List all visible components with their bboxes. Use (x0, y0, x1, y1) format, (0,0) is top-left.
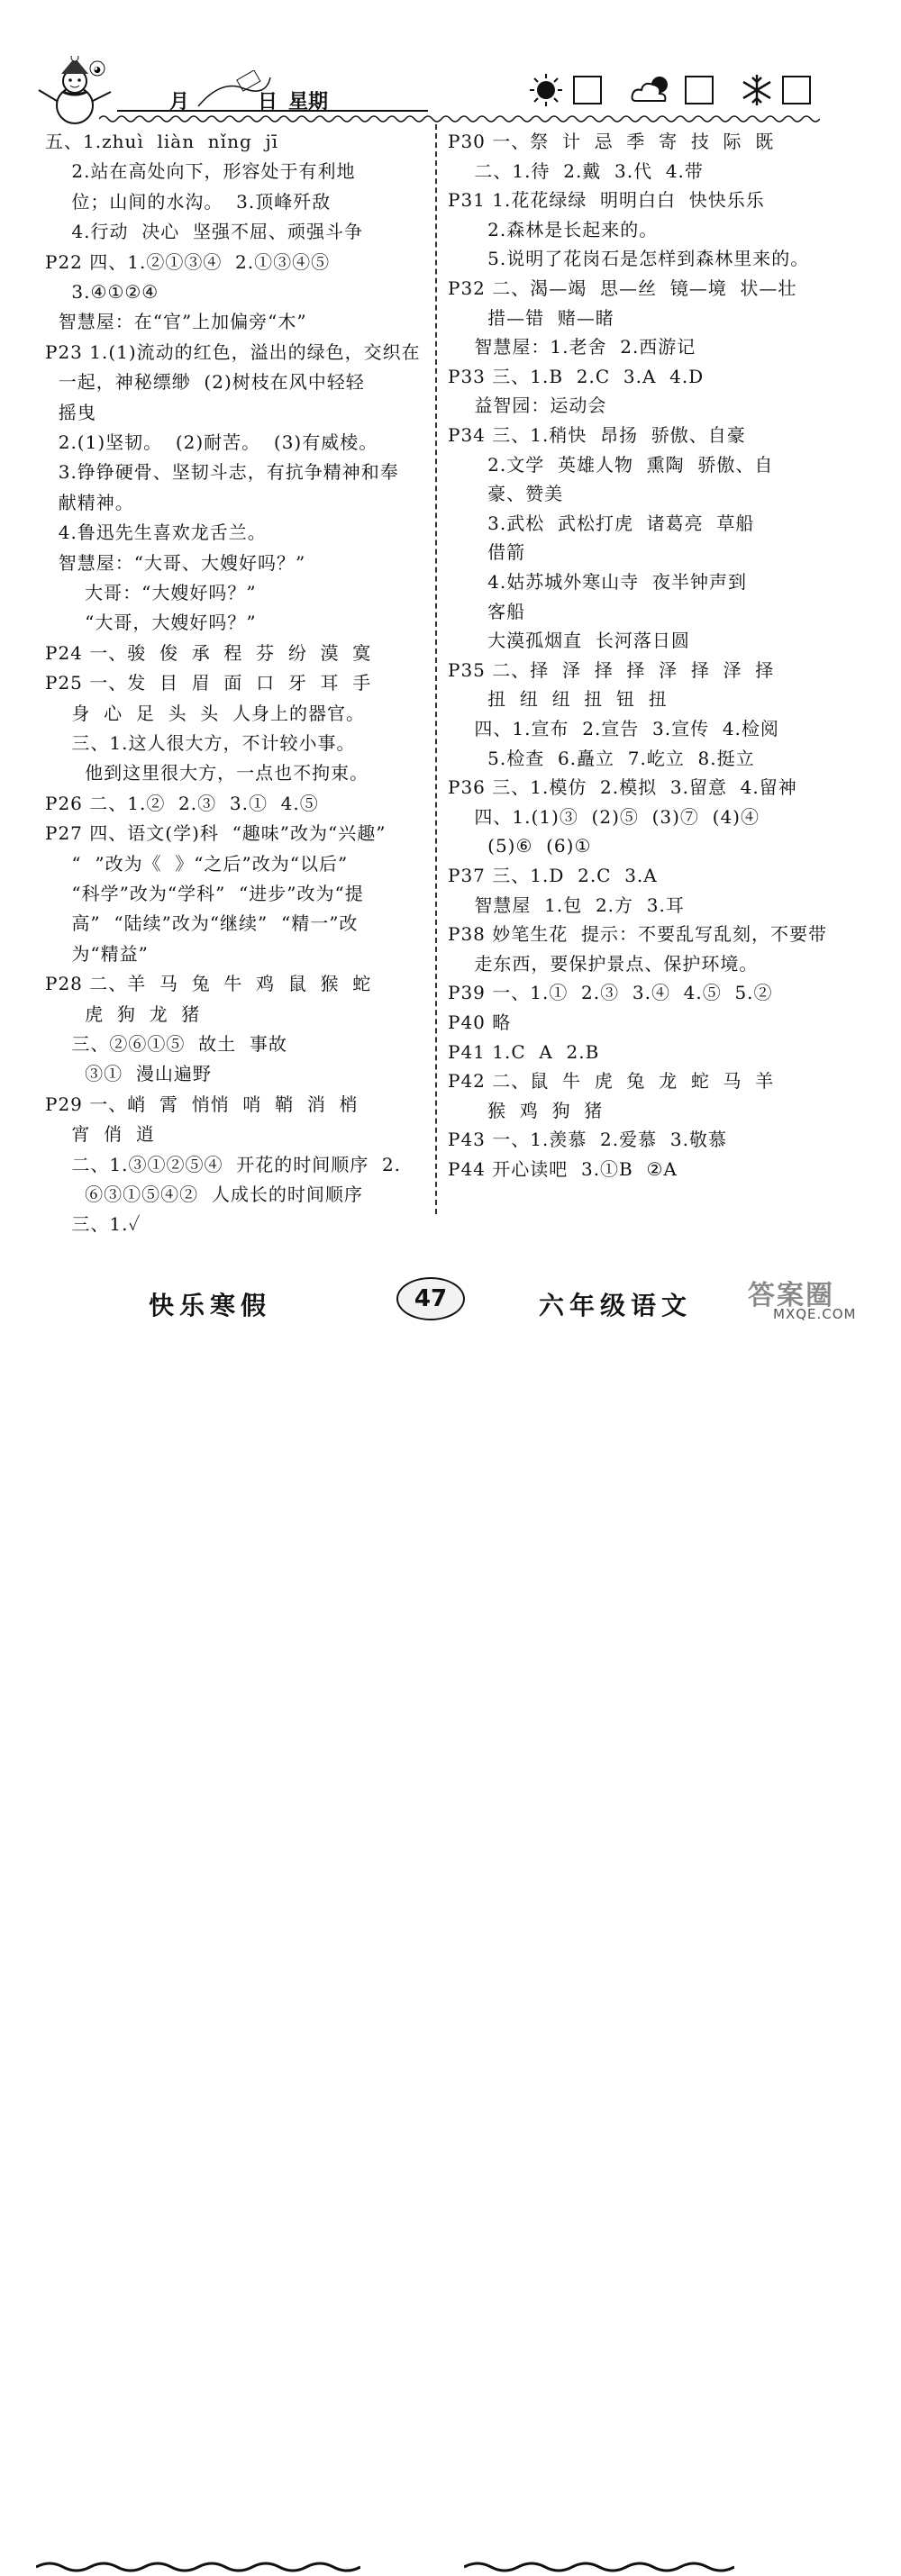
answer-line: 2.(1)坚韧。 (2)耐苦。 (3)有威棱。 (45, 431, 378, 453)
answer-line: 四、1.(1)③ (2)⑤ (3)⑦ (4)④ (448, 805, 760, 828)
answer-line: P22 四、1.②①③④ 2.①③④⑤ (45, 250, 331, 273)
answer-line: 二、1.待 2.戴 3.代 4.带 (448, 159, 704, 182)
answer-line: 措—错 赌—睹 (448, 306, 614, 329)
answer-line: 猴 鸡 狗 猪 (448, 1099, 604, 1121)
answer-line: P35 二、择 泽 择 择 泽 择 泽 择 (448, 658, 775, 681)
answer-line: P37 三、1.D 2.C 3.A (448, 865, 658, 886)
answer-line: “ ”改为《 》“之后”改为“以后” (45, 852, 349, 875)
answer-line: P32 二、渴—竭 思—丝 镜—境 状—壮 (448, 277, 797, 299)
answer-line: P43 一、1.羡慕 2.爱慕 3.敬慕 (448, 1129, 727, 1151)
answer-line: 三、②⑥①⑤ 故土 事故 (45, 1033, 287, 1055)
answer-line: 智慧屋：“大哥、大嫂好吗？” (45, 551, 306, 574)
answer-line: 五、1.zhuì liàn nǐng jī (45, 131, 279, 152)
answer-line: 豪、赞美 (448, 483, 564, 505)
answer-line: 献精神。 (45, 491, 134, 513)
answer-line: P40 略 (448, 1011, 512, 1033)
answer-line: P24 一、骏 俊 承 程 芬 纷 漠 寞 (45, 641, 372, 664)
answer-line: P36 三、1.模仿 2.模拟 3.留意 4.留神 (448, 776, 797, 799)
answer-line: P44 开心读吧 3.①B ②A (448, 1158, 678, 1180)
sunny-checkbox[interactable] (573, 76, 602, 104)
answer-line: (5)⑥ (6)① (448, 835, 592, 857)
answer-line: 5.检查 6.矗立 7.屹立 8.挺立 (448, 747, 755, 769)
answer-line: P27 四、语文(学)科 “趣味”改为“兴趣” (45, 822, 387, 845)
column-divider (435, 124, 437, 1214)
snowflake-icon (739, 72, 775, 108)
answer-line: P31 1.花花绿绿 明明白白 快快乐乐 (448, 189, 765, 212)
answer-line: P34 三、1.稍快 昂扬 骄傲、自豪 (448, 424, 746, 446)
answer-line: 身 心 足 头 头 人身上的器官。 (45, 702, 366, 724)
answer-line: 位；山间的水沟。 3.顶峰歼敌 (45, 190, 332, 213)
pencil-doodle-icon (194, 70, 275, 115)
answer-line: “科学”改为“学科” “进步”改为“提 (45, 883, 364, 904)
date-underline (117, 110, 428, 112)
answer-line: 智慧屋：1.老舍 2.西游记 (448, 336, 696, 358)
answer-line: 5.说明了花岗石是怎样到森林里来的。 (448, 248, 810, 270)
answer-line: 为“精益” (45, 942, 149, 965)
answer-line: P28 二、羊 马 兔 牛 鸡 鼠 猴 蛇 (45, 973, 372, 995)
day-label: 日 (258, 90, 278, 113)
answer-line: 借箭 (448, 541, 526, 564)
page-number: 47 (396, 1277, 465, 1320)
answer-line: 3.铮铮硬骨、坚韧斗志，有抗争精神和奉 (45, 461, 399, 484)
answer-line: 走东西，要保护景点、保护环境。 (448, 952, 759, 975)
answer-line: 4.行动 决心 坚强不屈、顽强斗争 (45, 221, 363, 243)
footer-right-ornament (464, 2558, 734, 2576)
answer-line: 2.站在高处向下，形容处于有利地 (45, 160, 356, 183)
answer-line: P38 妙笔生花 提示：不要乱写乱刻，不要带 (448, 923, 827, 946)
answer-line: 智慧屋 1.包 2.方 3.耳 (448, 893, 685, 916)
answer-line: 高” “陆续”改为“继续” “精一”改 (45, 912, 359, 935)
answer-line: P41 1.C A 2.B (448, 1040, 600, 1063)
header-wave-border (99, 113, 820, 124)
sun-icon (527, 72, 565, 108)
answer-line: 一起，神秘缥缈 (2)树枝在风中轻轻 (45, 371, 365, 394)
answer-line: P42 二、鼠 牛 虎 兔 龙 蛇 马 羊 (448, 1070, 775, 1093)
footer-grade-subject: 六年级语文 (539, 1291, 693, 1320)
weekday-label: 星期 (288, 90, 329, 113)
answer-line: 扭 纽 纽 扭 钮 扭 (448, 688, 668, 711)
answer-line: P39 一、1.① 2.③ 3.④ 4.⑤ 5.② (448, 982, 773, 1004)
answer-line: 客船 (448, 600, 526, 622)
footer-left-ornament (36, 2558, 360, 2576)
answer-line: 2.森林是长起来的。 (448, 218, 659, 240)
answer-line: P33 三、1.B 2.C 3.A 4.D (448, 365, 705, 387)
watermark-logo: 答案圈 (748, 1280, 834, 1311)
answer-line: 3.④①②④ (45, 281, 159, 303)
answer-line: 益智园：运动会 (448, 395, 607, 417)
month-label: 月 (169, 90, 190, 113)
answer-line: 2.文学 英雄人物 熏陶 骄傲、自 (448, 453, 774, 476)
answer-line: 3.武松 武松打虎 诸葛亮 草船 (448, 512, 755, 534)
footer-book-title: 快乐寒假 (149, 1291, 272, 1320)
answer-line: 三、1.这人很大方，不计较小事。 (45, 732, 356, 754)
snowy-checkbox[interactable] (782, 76, 811, 104)
cloud-sun-icon (629, 72, 676, 108)
answer-line: P25 一、发 目 眉 面 口 牙 耳 手 (45, 672, 372, 694)
answer-line: ⑥③①⑤④② 人成长的时间顺序 (45, 1184, 363, 1205)
answer-line: P23 1.(1)流动的红色，溢出的绿色，交织在 (45, 340, 421, 363)
answer-line: ③① 漫山遍野 (45, 1063, 212, 1085)
answer-line: 4.鲁迅先生喜欢龙舌兰。 (45, 522, 267, 544)
answer-line: 大哥：“大嫂好吗？” (45, 582, 257, 603)
answer-line: P29 一、峭 霄 悄悄 哨 鞘 消 梢 (45, 1093, 359, 1115)
cloudy-checkbox[interactable] (685, 76, 714, 104)
answer-line: 他到这里很大方，一点也不拘束。 (45, 762, 369, 785)
answer-line: “大哥，大嫂好吗？” (45, 612, 257, 634)
answer-line: 摇曳 (45, 401, 96, 423)
answer-line: 智慧屋：在“官”上加偏旁“木” (45, 311, 307, 333)
answer-line: 4.姑苏城外寒山寺 夜半钟声到 (448, 571, 747, 593)
answer-line: P30 一、祭 计 忌 季 寄 技 际 既 (448, 131, 775, 152)
page-header (0, 0, 901, 126)
answer-line: 虎 狗 龙 猪 (45, 1002, 201, 1025)
answer-line: 三、1.✓ (45, 1213, 141, 1236)
answer-line: 二、1.③①②⑤④ 开花的时间顺序 2. (45, 1153, 402, 1175)
answer-line: P26 二、1.② 2.③ 3.① 4.⑤ (45, 792, 319, 814)
watermark-url: MXQE.COM (773, 1306, 857, 1322)
answer-line: 宵 俏 逍 (45, 1123, 155, 1146)
answer-line: 四、1.宣布 2.宣告 3.宣传 4.检阅 (448, 718, 779, 739)
answer-line: 大漠孤烟直 长河落日圆 (448, 630, 690, 652)
svg-text:◕: ◕ (94, 66, 101, 75)
